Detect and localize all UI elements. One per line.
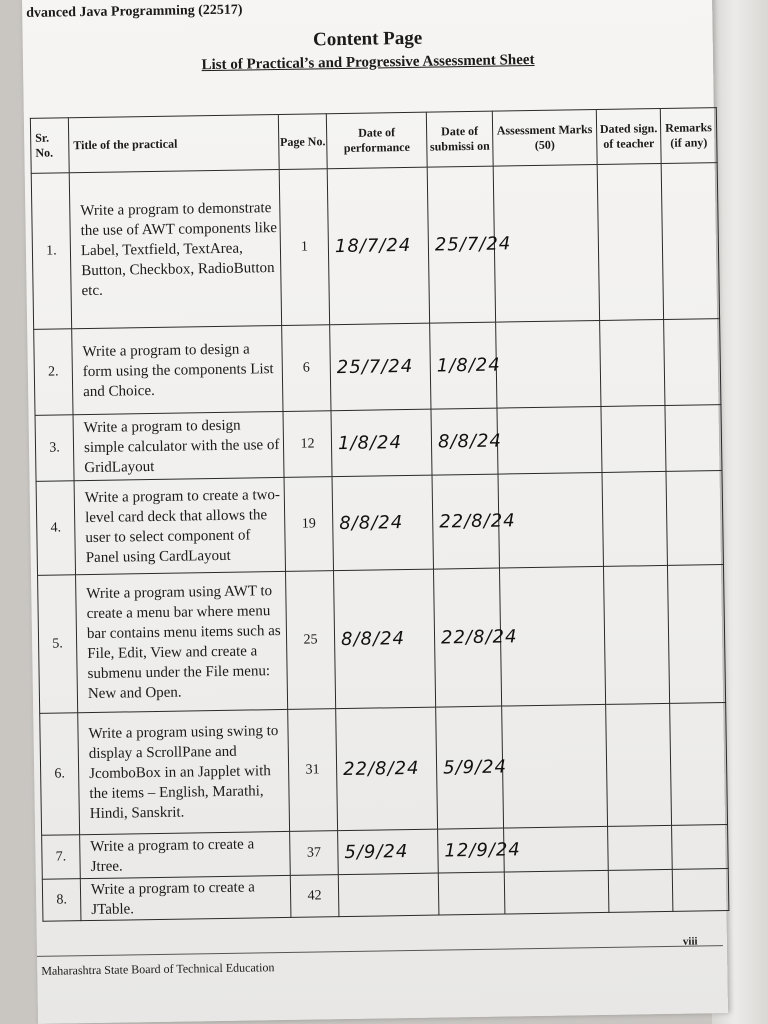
row-submission-date: 1/8/24: [430, 322, 497, 409]
row-title: Write a program to create a JTable.: [80, 875, 291, 920]
col-header-sr: Sr. No.: [30, 118, 69, 174]
row-performance-date: 8/8/24: [332, 475, 433, 571]
row-marks: [502, 704, 608, 828]
row-page: 19: [284, 477, 333, 572]
row-page: 31: [288, 709, 338, 832]
row-page: 25: [286, 571, 336, 710]
row-submission-date: 8/8/24: [431, 408, 498, 475]
row-performance-date: 25/7/24: [330, 323, 431, 411]
row-page: 37: [290, 831, 339, 876]
row-remarks: [661, 163, 719, 320]
row-remarks: [667, 565, 725, 704]
row-sign: [601, 405, 666, 472]
table-row: [36, 471, 723, 576]
col-header-marks: Assessment Marks (50): [492, 109, 597, 166]
row-performance-date: [338, 873, 439, 917]
table-row: [31, 163, 719, 330]
row-sr: 5.: [38, 575, 78, 714]
row-sign: [603, 565, 669, 704]
row-sign: [600, 319, 665, 406]
page-number: viii: [682, 935, 698, 948]
footer-board: Maharashtra State Board of Technical Education: [41, 960, 275, 978]
row-sr: 2.: [34, 329, 73, 416]
col-header-submission: Date of submissi on: [426, 111, 493, 167]
document-page: [22, 0, 728, 1024]
row-sign: [608, 869, 673, 912]
row-remarks: [666, 471, 723, 566]
row-performance-date: 1/8/24: [331, 409, 432, 477]
row-page: 6: [282, 325, 331, 412]
col-header-page: Page No.: [278, 114, 327, 170]
col-header-title: Title of the practical: [68, 114, 279, 172]
row-title: Write a program to design a form using the components List and Choice.: [72, 325, 283, 414]
row-remarks: [665, 405, 722, 472]
page-title: Content Page: [312, 27, 423, 51]
row-submission-date: 12/9/24: [438, 828, 505, 873]
row-sign: [606, 703, 672, 826]
row-marks: [497, 406, 602, 474]
col-header-remarks: Remarks (if any): [660, 108, 717, 164]
row-sign: [602, 471, 667, 566]
table-row: [38, 565, 726, 714]
course-header: dvanced Java Programming (22517): [26, 2, 243, 21]
row-performance-date: 5/9/24: [338, 829, 439, 875]
row-remarks: [670, 703, 728, 826]
row-submission-date: 25/7/24: [427, 166, 495, 323]
row-sr: 6.: [40, 713, 80, 836]
assessment-table: [30, 107, 730, 922]
row-sr: 8.: [42, 879, 81, 922]
row-sr: 4.: [36, 481, 75, 576]
table-row: [34, 319, 721, 416]
table-row: [35, 405, 722, 482]
row-sr: 7.: [42, 835, 81, 880]
row-title: Write a program using swing to display a ScrollPane and JcomboBox in an Japplet with the items – English, Marathi, Hindi, Sanskrit.: [78, 709, 290, 834]
col-header-performance: Date of performance: [326, 112, 427, 169]
row-submission-date: 5/9/24: [436, 706, 504, 829]
row-title: Write a program to create a two-level card deck that allows the user to select component of Panel using CardLayout: [74, 477, 285, 574]
page-subtitle: List of Practical’s and Progressive Assessment Sheet: [201, 51, 535, 74]
row-performance-date: 8/8/24: [334, 569, 436, 709]
col-header-sign: Dated sign. of teacher: [596, 108, 661, 164]
row-submission-date: [438, 872, 505, 915]
row-performance-date: 18/7/24: [327, 167, 429, 325]
row-page: 42: [290, 875, 339, 918]
row-page: 12: [283, 411, 332, 478]
row-sr: 3.: [35, 415, 74, 482]
row-remarks: [672, 869, 729, 912]
footer-divider: [37, 945, 723, 957]
row-remarks: [672, 825, 729, 870]
row-page: 1: [279, 169, 329, 326]
row-title: Write a program to demonstrate the use of AWT components like Label, Textfield, TextArea, Button, Checkbox, RadioButton etc.: [69, 169, 281, 328]
table-row: [40, 703, 728, 836]
row-sr: 1.: [31, 173, 71, 330]
row-title: Write a program to create a Jtree.: [80, 831, 291, 878]
row-submission-date: 22/8/24: [432, 474, 499, 569]
row-title: Write a program using AWT to create a menu bar where menu bar contains menu items such as File, Edit, View and create a submenu under the File menu: New and Open.: [76, 571, 288, 712]
row-title: Write a program to design simple calculator with the use of GridLayout: [73, 411, 284, 480]
row-marks: [504, 870, 609, 914]
row-submission-date: 22/8/24: [433, 568, 501, 707]
row-performance-date: 22/8/24: [336, 707, 438, 831]
row-remarks: [664, 319, 721, 406]
row-marks: [496, 320, 601, 408]
row-sign: [608, 825, 673, 870]
row-sign: [597, 163, 663, 320]
